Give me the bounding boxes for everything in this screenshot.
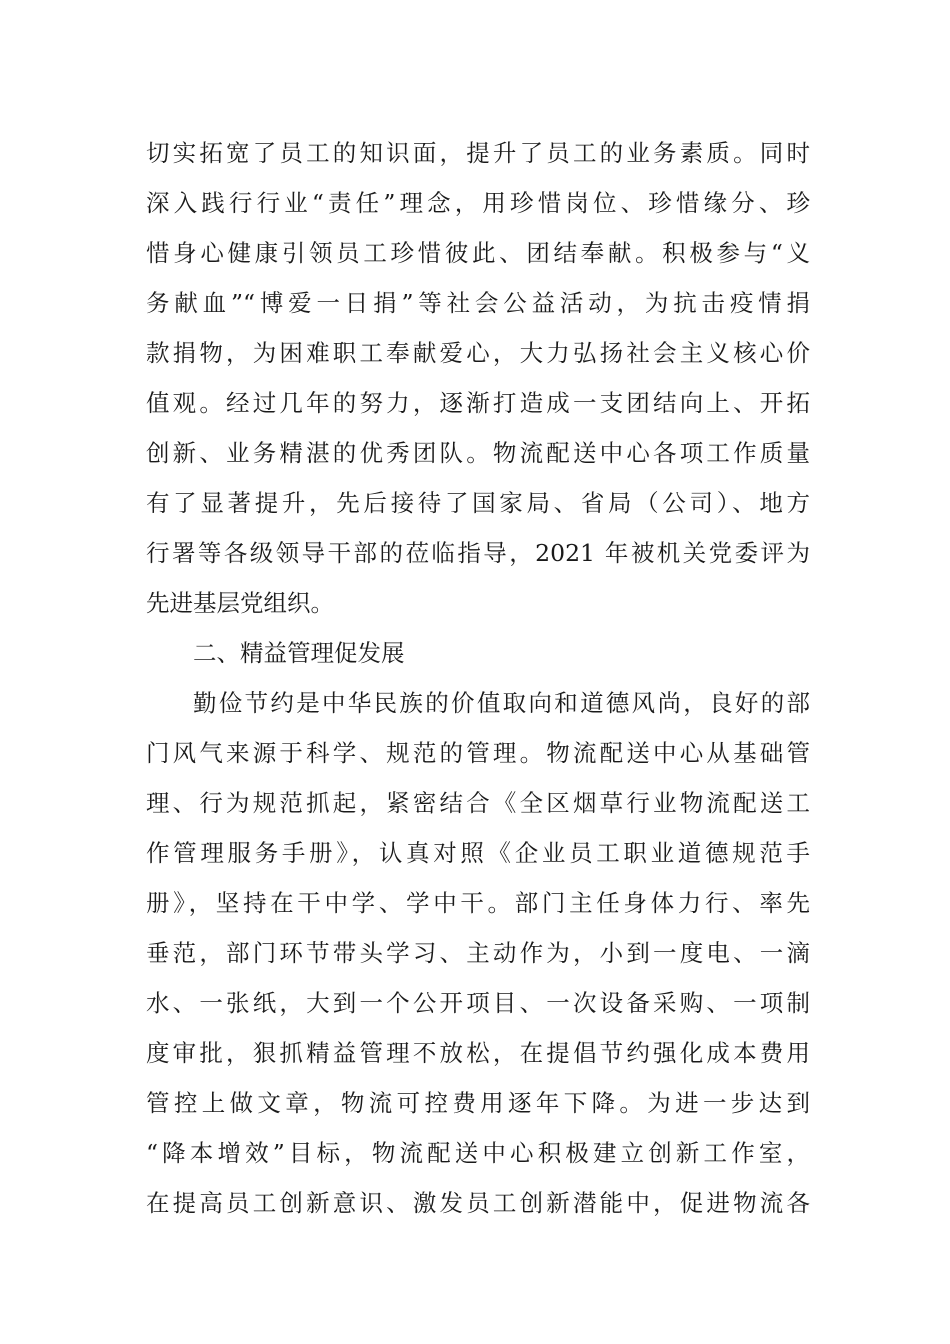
- text-line: “降本增效”目标，物流配送中心积极建立创新工作室，: [146, 1139, 810, 1167]
- text-line: 理、行为规范抓起，紧密结合《全区烟草行业物流配送工: [146, 789, 810, 817]
- text-line: 度审批，狠抓精益管理不放松，在提倡节约强化成本费用: [146, 1039, 810, 1067]
- text-line: 行署等各级领导干部的莅临指导，2021 年被机关党委评为: [146, 539, 810, 567]
- text-line: 门风气来源于科学、规范的管理。物流配送中心从基础管: [146, 739, 810, 767]
- text-line: 垂范，部门环节带头学习、主动作为，小到一度电、一滴: [146, 939, 810, 967]
- text-line: 作管理服务手册》，认真对照《企业员工职业道德规范手: [146, 839, 810, 867]
- text-line: 值观。经过几年的努力，逐渐打造成一支团结向上、开拓: [146, 389, 810, 417]
- text-line: 册》，坚持在干中学、学中干。部门主任身体力行、率先: [146, 889, 810, 917]
- text-line: 惜身心健康引领员工珍惜彼此、团结奉献。积极参与“义: [146, 239, 810, 267]
- text-line: 管控上做文章，物流可控费用逐年下降。为进一步达到: [146, 1089, 810, 1117]
- text-line: 有了显著提升，先后接待了国家局、省局（公司）、地方: [146, 489, 810, 517]
- text-line: 在提高员工创新意识、激发员工创新潜能中，促进物流各: [146, 1189, 810, 1217]
- text-line: 先进基层党组织。: [146, 589, 334, 617]
- text-line: 款捐物，为困难职工奉献爱心，大力弘扬社会主义核心价: [146, 339, 810, 367]
- text-line: 深入践行行业“责任”理念，用珍惜岗位、珍惜缘分、珍: [146, 189, 810, 217]
- section-heading: 二、精益管理促发展: [193, 639, 405, 667]
- text-line: 创新、业务精湛的优秀团队。物流配送中心各项工作质量: [146, 439, 810, 467]
- text-line: 切实拓宽了员工的知识面，提升了员工的业务素质。同时: [146, 139, 810, 167]
- text-line: 务献血”“博爱一日捐”等社会公益活动，为抗击疫情捐: [146, 289, 810, 317]
- text-line: 勤俭节约是中华民族的价值取向和道德风尚，良好的部: [193, 689, 810, 717]
- text-line: 水、一张纸，大到一个公开项目、一次设备采购、一项制: [146, 989, 810, 1017]
